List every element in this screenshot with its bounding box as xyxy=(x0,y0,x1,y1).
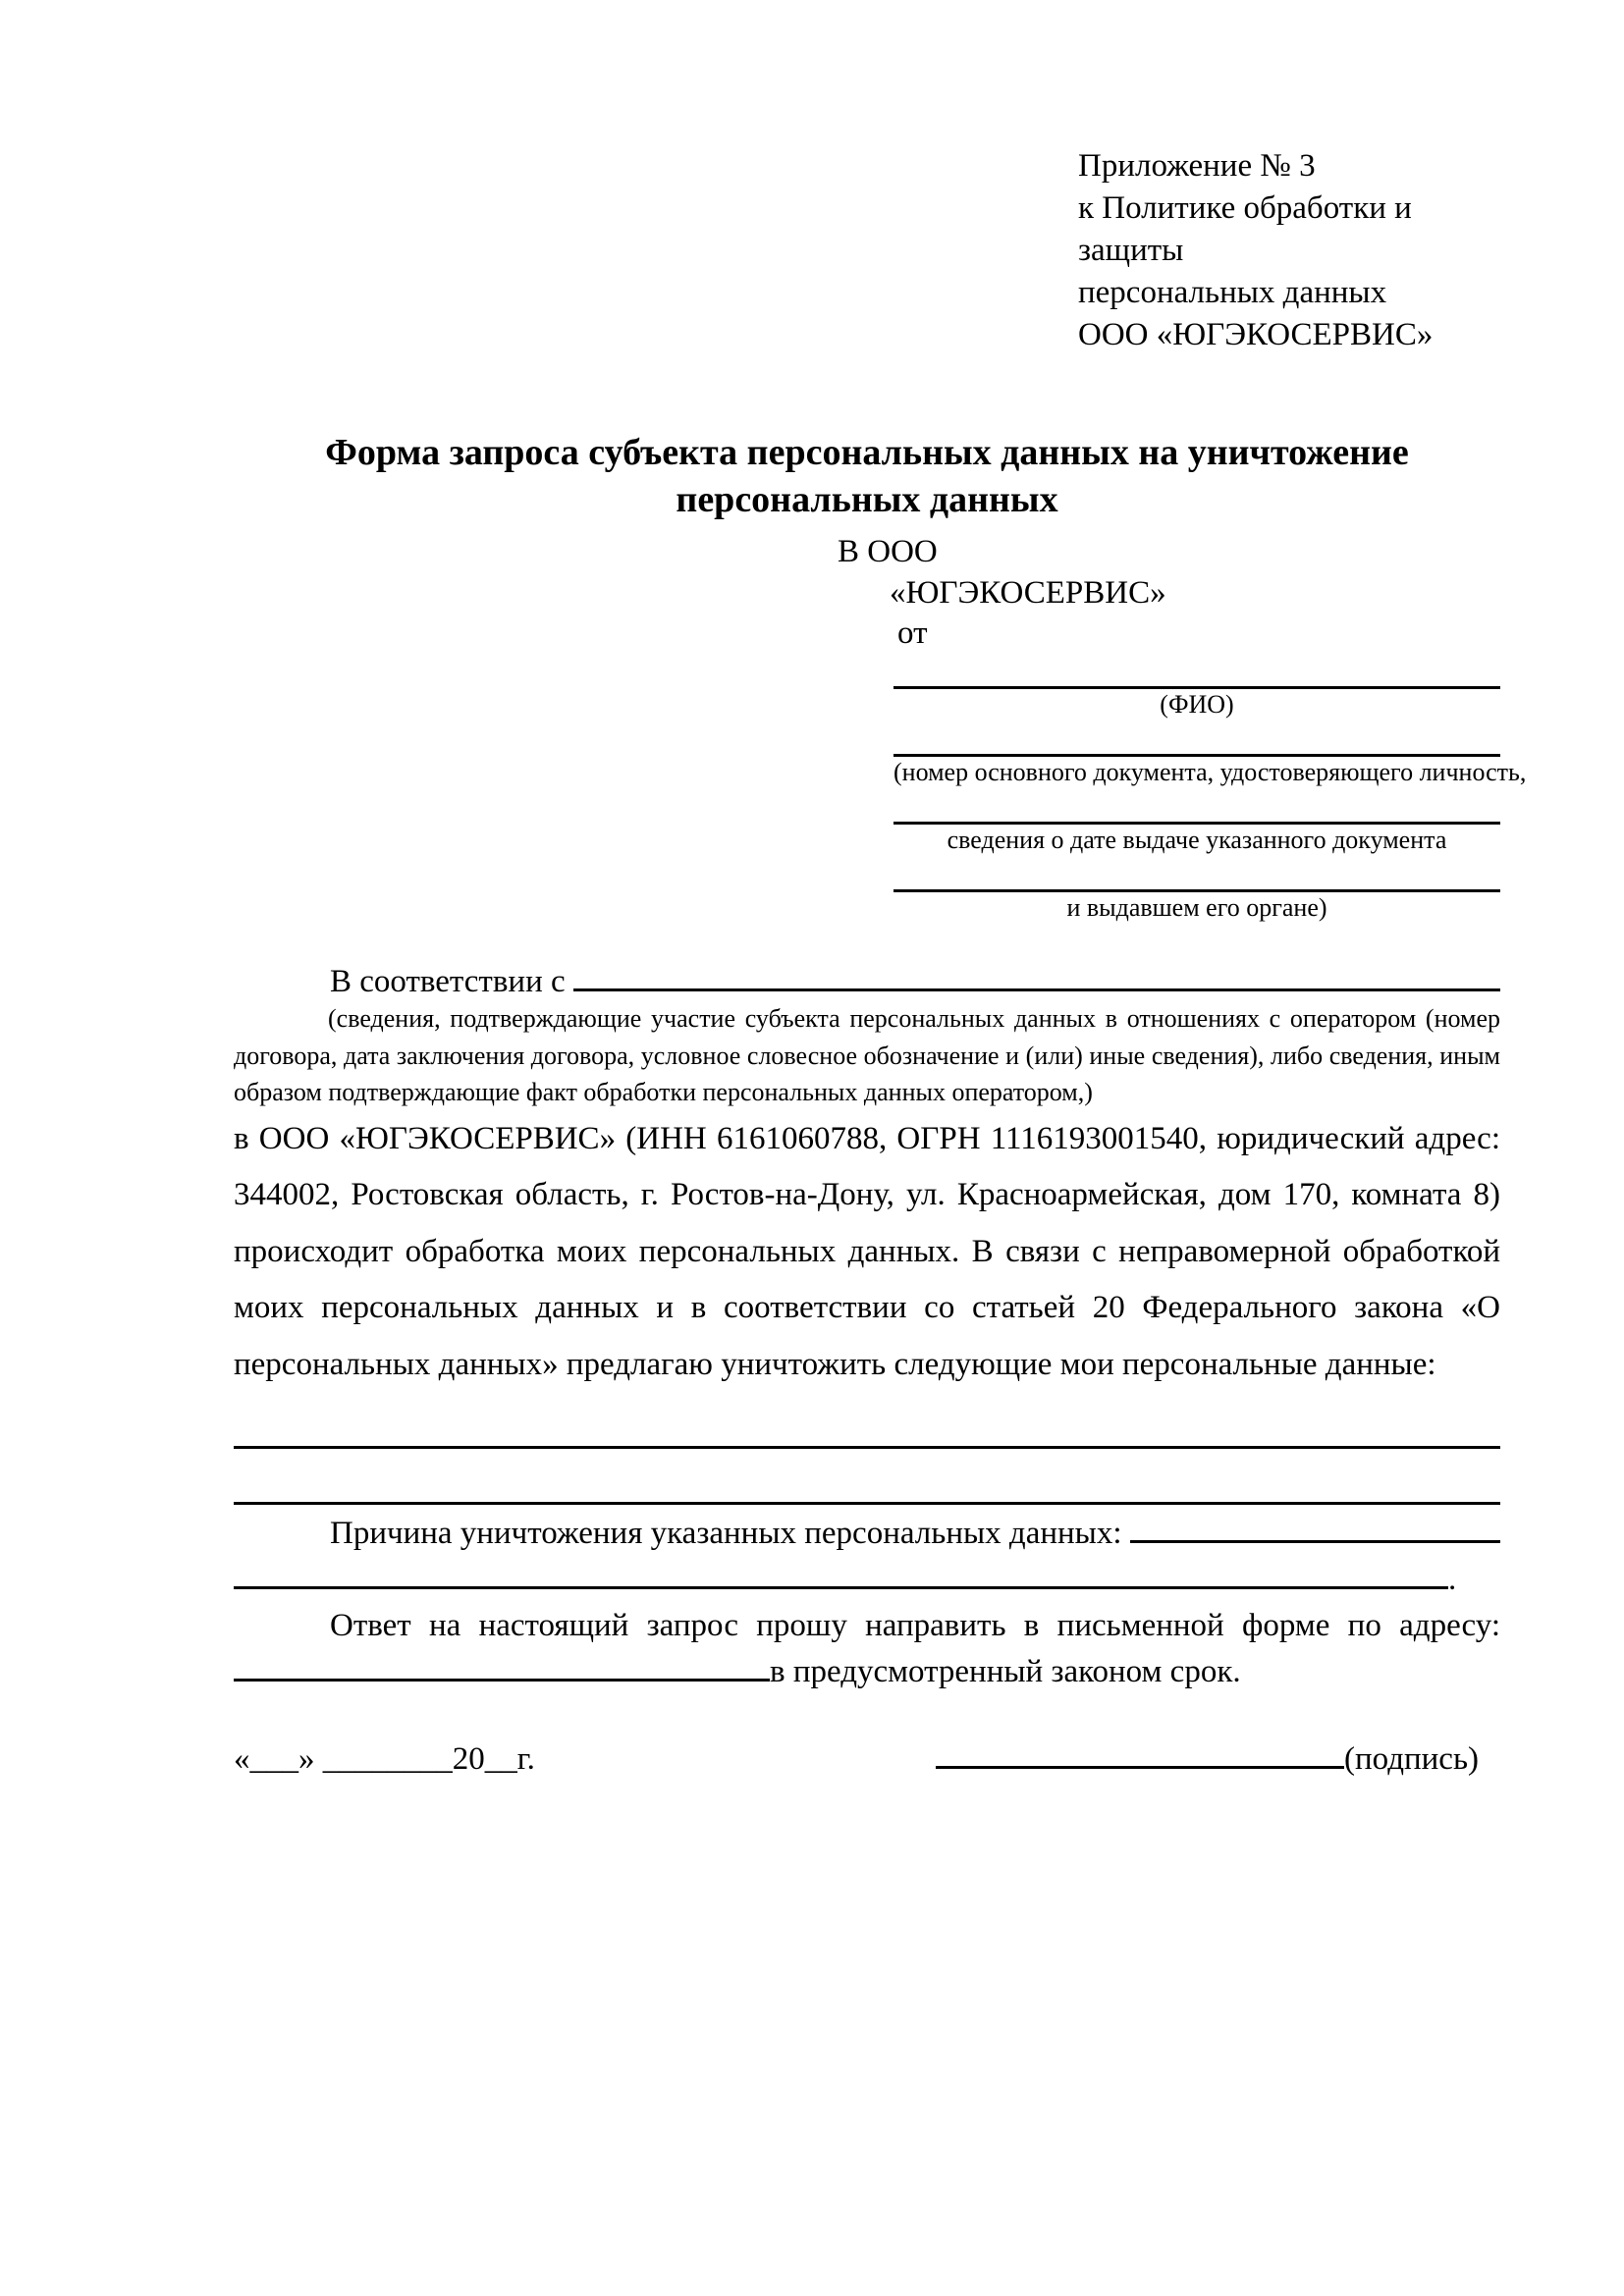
signature-field-line[interactable] xyxy=(936,1766,1344,1769)
address-field-line[interactable] xyxy=(234,1679,770,1682)
basis-prefix: В соответствии с xyxy=(330,963,573,999)
footer xyxy=(234,1741,1500,1778)
appendix-block xyxy=(1078,145,1500,355)
issue-date-field-caption: сведения о дате выдаче указанного документа xyxy=(947,825,1447,854)
document-title-line-2: персональных данных xyxy=(676,479,1058,521)
personal-data-field-line-2[interactable] xyxy=(234,1449,1500,1505)
issue-date-field-line[interactable] xyxy=(893,790,1500,825)
request-paragraph: в ООО «ЮГЭКОСЕРВИС» (ИНН 6161060788, ОГРН 1116193001540, юридический адрес: 344002, Ростовская область, г. Ростов-на-Дону, ул. Красноармейская, дом 170, комната 8) происходит обработка моих персональных данных. В связи с неправомерной обработкой моих персональных данных и в соответствии со статьей 20 Федерального закона «О персональных данных» предлагаю уничтожить следующие мои персональные данные: xyxy=(234,1121,1500,1382)
answer-address-line xyxy=(234,1649,1500,1695)
issue-org-field-line[interactable] xyxy=(893,858,1500,892)
reason-continuation-line xyxy=(234,1557,1500,1603)
answer-tail: в предусмотренный законом срок. xyxy=(770,1653,1241,1689)
id-doc-field-line[interactable] xyxy=(893,722,1500,757)
addressee-to: В ООО xyxy=(838,534,938,570)
identity-fields xyxy=(893,655,1527,923)
fio-field-caption: (ФИО) xyxy=(1160,689,1234,719)
reason-period: . xyxy=(1448,1561,1457,1597)
basis-field-line[interactable] xyxy=(573,988,1500,991)
answer-sentence: Ответ на настоящий запрос прошу направить в письменной форме по адресу: xyxy=(330,1607,1500,1643)
reason-line xyxy=(234,1511,1500,1557)
appendix-line: персональных данных xyxy=(1078,274,1387,310)
id-doc-field-caption: (номер основного документа, удостоверяющего личность, xyxy=(893,757,1527,786)
reason-field-line-1[interactable] xyxy=(1130,1540,1500,1543)
appendix-line: Приложение № 3 xyxy=(1078,148,1316,184)
personal-data-field-line-1[interactable] xyxy=(234,1393,1500,1449)
appendix-line: к Политике обработки и защиты xyxy=(1078,189,1412,268)
document-title-line-1: Форма запроса субъекта персональных данных на уничтожение xyxy=(325,432,1409,474)
lower-section xyxy=(234,1511,1500,1694)
issue-org-field-caption: и выдавшем его органе) xyxy=(1066,892,1327,922)
appendix-line: ООО «ЮГЭКОСЕРВИС» xyxy=(1078,316,1434,352)
basis-line xyxy=(234,964,1500,1000)
document-title xyxy=(234,430,1500,524)
date-field-line[interactable]: «___» ________20__г. xyxy=(234,1741,535,1778)
reason-label: Причина уничтожения указанных персональных данных: xyxy=(330,1516,1130,1552)
reason-field-line-2[interactable] xyxy=(234,1586,1448,1589)
signature-caption: (подпись) xyxy=(1344,1741,1479,1778)
fio-field-line[interactable] xyxy=(893,655,1500,689)
addressee-org: «ЮГЭКОСЕРВИС» xyxy=(890,574,1166,611)
addressee-block xyxy=(234,532,1500,655)
addressee-from-label: от xyxy=(897,615,928,652)
basis-note: (сведения, подтверждающие участие субъекта персональных данных в отношениях с оператором (номер договора, дата заключения договора, условное словесное обозначение и (или) иные сведения), либо сведения, иным образом подтверждающие факт обработки персональных данных оператором,) xyxy=(234,1003,1500,1107)
signature-group xyxy=(936,1741,1479,1778)
